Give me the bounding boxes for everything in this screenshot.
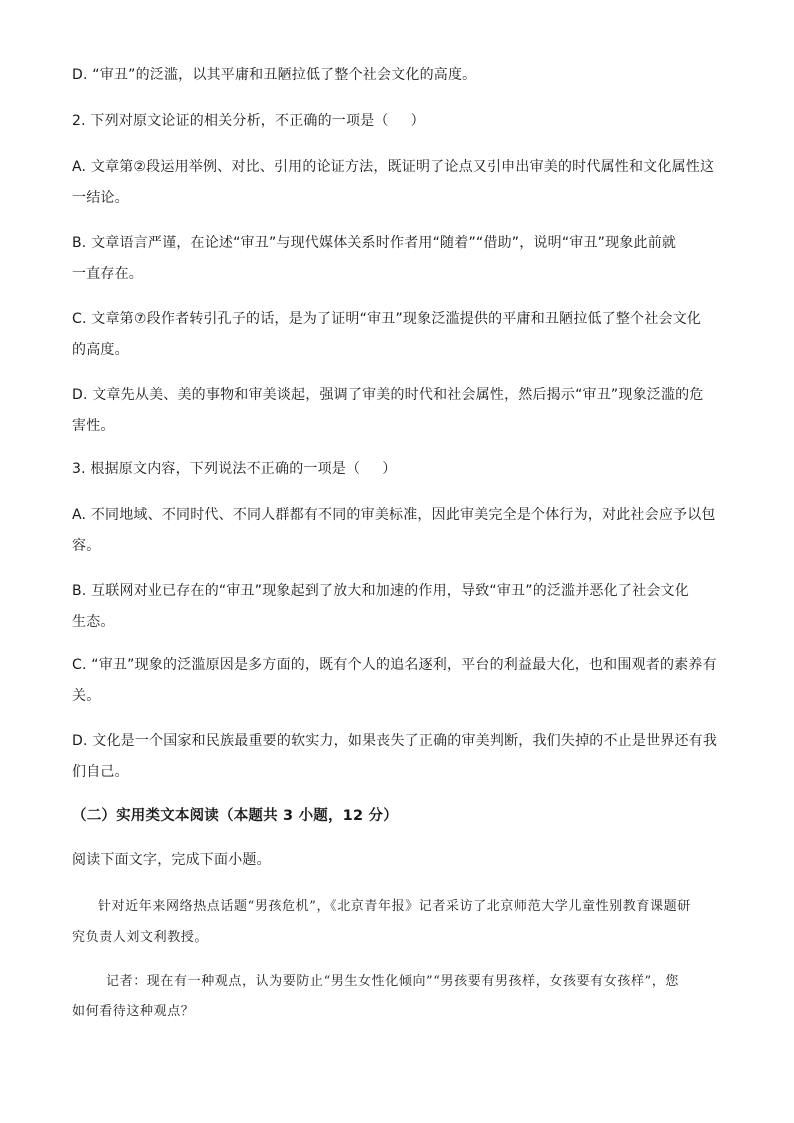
option-c-q3-line1: C. “审丑”现象的泛滥原因是多方面的，既有个人的追名逐利，平台的利益最大化，也和围观者的素养有: [72, 657, 717, 673]
option-d-q1: D. “审丑”的泛滥，以其平庸和丑陋拉低了整个社会文化的高度。: [72, 67, 477, 83]
question-2-stem: [72, 112, 425, 130]
option-d-q3-line1: D. 文化是一个国家和民族最重要的软实力，如果丧失了正确的审美判断，我们失掉的不止是世界还有我: [72, 733, 718, 749]
question-3-stem: [72, 460, 396, 478]
question-2-close-paren: ）: [410, 113, 425, 129]
option-a-q2-line2: 一结论。: [72, 190, 129, 206]
option-a-q3-line1: A. 不同地域、不同时代、不同人群都有不同的审美标准，因此审美完全是个体行为，对此社会应予以包: [72, 507, 716, 523]
option-a-q2-line1: A. 文章第②段运用举例、对比、引用的论证方法，既证明了论点又引申出审美的时代属性和文化属性这: [72, 159, 715, 175]
question-2-text: 2. 下列对原文论证的相关分析，不正确的一项是（: [72, 113, 389, 129]
option-b-q3-line2: 生态。: [72, 614, 115, 630]
passage-question-line2: 如何看待这种观点？: [72, 1004, 195, 1019]
option-d-q2-line2: 害性。: [72, 418, 115, 434]
option-a-q3-line2: 容。: [72, 538, 101, 554]
passage-intro-line1: 针对近年来网络热点话题“男孩危机”，《北京青年报》记者采访了北京师范大学儿童性别教育课题研: [98, 899, 691, 914]
passage-intro-line2: 究负责人刘文利教授。: [72, 930, 209, 945]
question-3-text: 3. 根据原文内容，下列说法不正确的一项是（: [72, 461, 361, 477]
option-b-q2-line1: B. 文章语言严谨，在论述“审丑”与现代媒体关系时作者用“随着”“借助”，说明“审丑”现象此前就: [72, 235, 677, 251]
option-c-q2-line1: C. 文章第⑦段作者转引孔子的话，是为了证明“审丑”现象泛滥提供的平庸和丑陋拉低了整个社会文化: [72, 311, 702, 327]
option-b-q3-line1: B. 互联网对业已存在的“审丑”现象起到了放大和加速的作用，导致“审丑”的泛滥并恶化了社会文化: [72, 583, 689, 599]
section-heading: （二）实用类文本阅读（本题共 3 小题，12 分）: [72, 808, 398, 824]
reading-instruction: 阅读下面文字，完成下面小题。: [72, 852, 271, 868]
option-d-q3-line2: 们自己。: [72, 764, 129, 780]
option-c-q2-line2: 的高度。: [72, 342, 129, 358]
option-c-q3-line2: 关。: [72, 688, 101, 704]
option-d-q2-line1: D. 文章先从美、美的事物和审美谈起，强调了审美的时代和社会属性，然后揭示“审丑”现象泛滥的危: [72, 387, 704, 403]
option-b-q2-line2: 一直存在。: [72, 266, 143, 282]
question-3-close-paren: ）: [382, 461, 397, 477]
passage-question-line1: 记者：现在有一种观点，认为要防止“男生女性化倾向”“男孩要有男孩样，女孩要有女孩样”，您: [106, 974, 679, 989]
